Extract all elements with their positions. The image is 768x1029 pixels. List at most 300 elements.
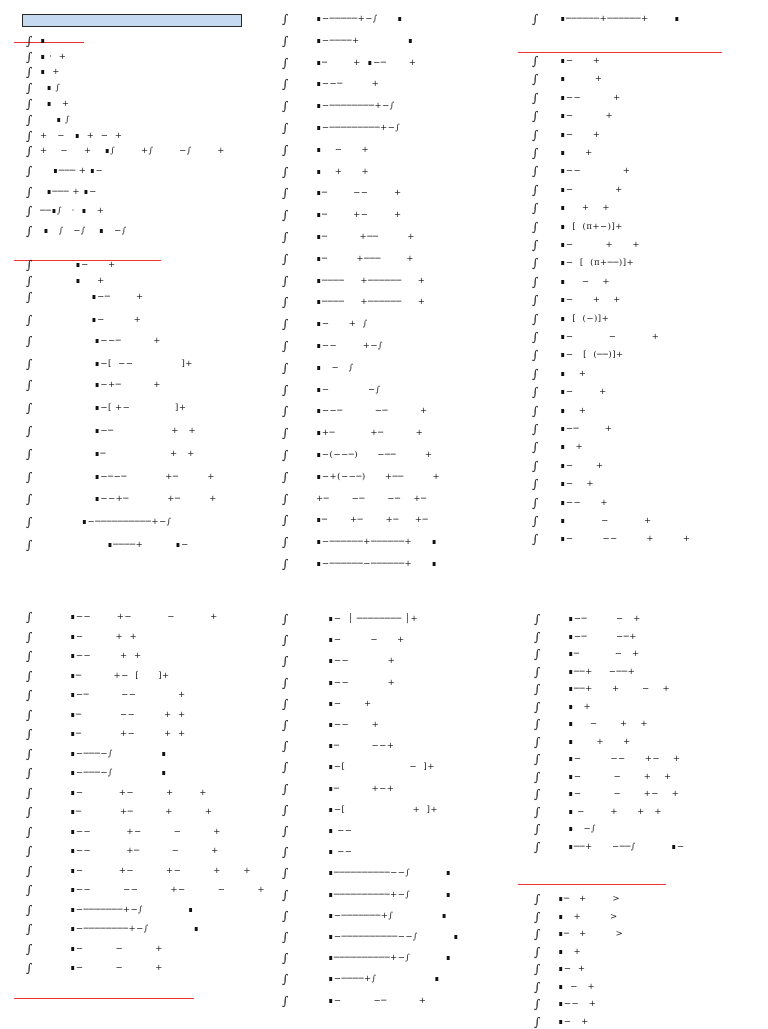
formula-body: ∎−────────+−∫ ∎ (70, 924, 200, 934)
integral-symbol: ∫ (282, 845, 289, 860)
formula-body: ∎ + (568, 701, 592, 712)
formula-body: ∎─ +─── + (316, 253, 415, 264)
formula-row (276, 274, 508, 288)
integral-symbol: ∫ (532, 514, 539, 528)
formula-row (528, 220, 768, 234)
formula-row (0, 97, 256, 111)
formula-body: ∎− −− + + (560, 534, 691, 545)
formula-row (528, 962, 768, 976)
formula-body: ∎− + (560, 111, 614, 122)
integral-symbol: ∫ (282, 993, 289, 1008)
formula-row (276, 208, 508, 222)
integral-symbol: ∫ (26, 922, 33, 936)
formula-body: ∎−──────────+−∫ (40, 517, 172, 527)
formula-body: ∎− −− +− + (568, 754, 681, 764)
formula-row (528, 997, 768, 1011)
formula-body: ∎ −∫ (568, 824, 597, 834)
formula-body: ∎−− +−∫ (316, 341, 383, 351)
formula-row (0, 538, 256, 552)
integral-symbol: ∫ (534, 629, 541, 644)
formula-row (0, 864, 256, 878)
formula-row (276, 492, 508, 506)
integral-symbol: ∫ (26, 204, 33, 218)
formula-row (0, 786, 256, 800)
formula-body: ∎ + (40, 99, 70, 109)
integral-symbol: ∫ (532, 256, 539, 271)
formula-row (276, 718, 508, 732)
integral-symbol: ∫ (534, 979, 541, 994)
formula-row (0, 34, 256, 48)
formula-row (528, 910, 768, 924)
formula-body: ∎−─────+−∫ ∎ (316, 14, 403, 24)
formula-row (0, 378, 256, 392)
formula-row (276, 866, 508, 880)
section-divider (518, 52, 722, 53)
formula-row (528, 385, 768, 399)
formula-body: ∎− [ (π+──)]+ (560, 258, 635, 269)
integral-symbol: ∫ (282, 208, 289, 223)
integral-symbol: ∫ (26, 863, 33, 878)
integral-symbol: ∫ (282, 633, 289, 648)
integral-symbol: ∫ (26, 144, 33, 158)
integral-symbol: ∫ (282, 142, 289, 157)
integral-symbol: ∫ (26, 727, 33, 741)
integral-symbol: ∫ (532, 458, 539, 473)
integral-symbol: ∫ (26, 97, 33, 111)
integral-symbol: ∫ (26, 164, 33, 178)
formula-body: ∎−−+─ +─ + (40, 494, 217, 504)
integral-symbol: ∫ (532, 54, 539, 68)
formula-body: ∎−──────────−−∫ ∎ (328, 932, 460, 942)
integral-symbol: ∫ (26, 844, 33, 858)
formula-body: ∎ ∫ (40, 83, 61, 93)
integral-symbol: ∫ (534, 909, 541, 924)
formula-body: ∎−───────+∫ ∎ (328, 910, 448, 921)
integral-symbol: ∫ (26, 538, 33, 552)
formula-body: ∎─ +─ + + (70, 807, 213, 817)
integral-symbol: ∫ (282, 448, 289, 462)
integral-symbol: ∫ (282, 164, 289, 179)
formula-row (0, 65, 256, 79)
formula-row (528, 532, 768, 546)
formula-body: ∎− −─ + (328, 995, 427, 1006)
integral-symbol: ∫ (532, 219, 539, 234)
formula-row (0, 688, 256, 702)
integral-symbol: ∫ (282, 317, 289, 332)
formula-row (528, 72, 768, 86)
integral-symbol: ∫ (282, 535, 289, 550)
formula-body: ∎− + (560, 184, 623, 195)
formula-body: ∎− + (328, 698, 372, 709)
integral-symbol: ∫ (26, 34, 33, 48)
formula-row (0, 961, 256, 975)
integral-symbol: ∫ (26, 378, 33, 392)
integral-symbol: ∫ (534, 717, 541, 731)
formula-body: ∎−─ + (40, 292, 144, 302)
formula-row (276, 121, 508, 135)
integral-symbol: ∫ (26, 649, 33, 663)
formula-body: ∎−─ + + (40, 426, 197, 436)
integral-symbol: ∫ (532, 348, 539, 363)
formula-body: ∎ + (40, 67, 60, 77)
formula-body: ∎─ + ∎−─ + (316, 57, 417, 68)
formula-body: ∎−[ + ]+ (328, 804, 439, 815)
formula-row (0, 825, 256, 839)
formula-body: ∎− + + (560, 240, 641, 250)
formula-row (0, 844, 256, 858)
formula-row (276, 739, 508, 753)
formula-row (0, 113, 256, 127)
integral-symbol: ∫ (282, 930, 289, 944)
integral-symbol: ∫ (282, 513, 289, 528)
integral-symbol: ∫ (532, 495, 539, 510)
formula-row (528, 770, 768, 784)
integral-symbol: ∫ (534, 752, 541, 766)
integral-symbol: ∫ (534, 734, 541, 749)
integral-symbol: ∫ (282, 12, 289, 26)
formula-body: ∎−− +− − + (70, 612, 218, 622)
integral-symbol: ∫ (282, 426, 289, 441)
formula-body: ∎−──────−──────+ ∎ (316, 559, 438, 569)
formula-row (276, 470, 508, 484)
formula-row (0, 492, 256, 506)
integral-symbol: ∫ (532, 532, 539, 547)
integral-symbol: ∫ (26, 805, 33, 819)
formula-row (276, 654, 508, 668)
formula-row (276, 252, 508, 266)
integral-symbol: ∫ (532, 164, 539, 179)
formula-body: ∎− [ (──)]+ (560, 350, 624, 361)
formula-body: ∎ + + (316, 166, 370, 177)
formula-body: ∎−[ − ]+ (328, 762, 435, 773)
formula-row (528, 840, 768, 854)
formula-row (276, 165, 508, 179)
integral-symbol: ∫ (282, 295, 289, 310)
formula-row (0, 424, 256, 438)
formula-body: ∎−− + (328, 677, 396, 688)
formula-body: ∎−−─ + (40, 336, 161, 346)
formula-body: ∎−− + (560, 92, 621, 103)
formula-body: ∎ − + (560, 276, 610, 287)
formula-body: ∎ − + + (568, 719, 649, 729)
formula-row (528, 422, 768, 436)
formula-row (0, 50, 256, 64)
formula-body: ∎─ +─ +─ +─ (316, 515, 429, 526)
integral-symbol: ∫ (532, 90, 539, 105)
formula-body: ∎−− + (558, 999, 597, 1009)
formula-body: ∎−−─ + (316, 79, 380, 90)
formula-body: ∎─ −− + + (70, 709, 186, 720)
formula-row (276, 557, 508, 571)
formula-row (0, 883, 265, 897)
formula-body: ∎ + (40, 276, 105, 286)
formula-body: ∎ + (558, 946, 582, 957)
formula-body: ∎ + (560, 74, 603, 85)
formula-body: ∎ + > (558, 911, 618, 922)
formula-row (276, 676, 508, 690)
formula-body: ∎─ + > (558, 929, 624, 939)
formula-row (0, 258, 256, 272)
integral-symbol: ∫ (532, 477, 539, 492)
formula-row (528, 201, 768, 215)
formula-body: ∎−− + (560, 166, 631, 177)
formula-body: ∎ + (560, 368, 587, 379)
integral-symbol: ∫ (282, 186, 289, 201)
formula-row (528, 514, 768, 528)
integral-symbol: ∫ (282, 469, 289, 484)
integral-symbol: ∫ (282, 824, 289, 838)
formula-row (0, 649, 256, 663)
formula-body: ∎−─ − + (568, 614, 641, 624)
formula-row (0, 274, 256, 288)
integral-symbol: ∫ (282, 382, 289, 397)
formula-body: ∎− + ∫ (316, 319, 368, 330)
header-bar (22, 14, 242, 27)
formula-body: ∎ (40, 36, 46, 46)
formula-body: ∎ − + (316, 144, 370, 155)
formula-row (276, 34, 508, 48)
formula-body: ∎−−─ −─ + (316, 406, 428, 417)
integral-symbol: ∫ (532, 127, 539, 142)
integral-symbol: ∫ (26, 470, 33, 484)
formula-row (528, 927, 768, 941)
integral-symbol: ∫ (26, 902, 33, 917)
formula-row (528, 612, 768, 626)
integral-symbol: ∫ (532, 274, 539, 289)
formula-row (528, 238, 768, 252)
formula-body: ∎−────────+−∫ (316, 101, 395, 112)
integral-symbol: ∫ (282, 718, 289, 732)
formula-body: ∎−− +− − + (70, 826, 221, 837)
formula-row (0, 185, 256, 199)
formula-body: ∎──+ −──+ (568, 666, 636, 677)
formula-row (528, 91, 768, 105)
integral-symbol: ∫ (26, 313, 33, 327)
formula-body: ∎− − + (70, 963, 163, 973)
formula-row (276, 295, 508, 309)
formula-body: ∎− + (560, 387, 607, 398)
integral-symbol: ∫ (282, 972, 289, 987)
integral-symbol: ∫ (26, 707, 33, 722)
formula-row (0, 515, 256, 529)
formula-body: ∎ + (560, 148, 593, 158)
formula-row (528, 12, 768, 26)
integral-symbol: ∫ (534, 804, 541, 819)
formula-row (528, 822, 768, 836)
formula-body: ∎−− −− +− − + (70, 885, 265, 895)
formula-body: ∎− + (560, 479, 594, 490)
formula-body: ∎− −∫ (316, 384, 381, 395)
integral-symbol: ∫ (26, 81, 33, 95)
formula-row (276, 612, 508, 626)
integral-symbol: ∫ (532, 385, 539, 400)
formula-row (276, 56, 508, 70)
integral-symbol: ∫ (26, 785, 33, 800)
integral-symbol: ∫ (534, 647, 541, 661)
integral-symbol: ∫ (282, 339, 289, 353)
integral-symbol: ∫ (26, 129, 33, 143)
integral-symbol: ∫ (282, 251, 289, 266)
formula-row (528, 440, 768, 454)
formula-body: ∎ ∫ (40, 115, 71, 125)
formula-body: ∎−+(−−─) +── + (316, 471, 441, 482)
formula-row (528, 496, 768, 510)
integral-symbol: ∫ (282, 654, 289, 669)
integral-symbol: ∫ (282, 802, 289, 817)
formula-row (528, 275, 768, 289)
formula-body: ──∎∫ · ∎ + (40, 206, 105, 216)
formula-body: + − ∎ + − + (40, 131, 123, 141)
formula-row (528, 980, 768, 994)
formula-body: ∎−─────────+−∫ (316, 123, 401, 133)
integral-symbol: ∫ (26, 65, 33, 79)
formula-row (0, 129, 256, 143)
formula-body: ∎ − ∫ (316, 362, 354, 373)
formula-row (276, 426, 508, 440)
formula-body: ∎−[ +− ]+ (40, 403, 187, 413)
formula-body: ∎──────+──────+ ∎ (560, 14, 681, 24)
integral-symbol: ∫ (26, 515, 33, 529)
formula-body: ∎─ −− + (316, 188, 402, 199)
integral-symbol: ∫ (534, 682, 541, 696)
formula-row (0, 224, 256, 238)
formula-row (528, 805, 768, 819)
integral-symbol: ∫ (282, 360, 289, 375)
formula-body: ∎────+ ∎− (40, 540, 189, 550)
formula-body: ∎─ +− + (316, 210, 402, 221)
formula-row (0, 313, 256, 327)
formula-row (528, 647, 768, 661)
formula-body: +─ −─ −─ +─ (316, 493, 427, 504)
formula-body: ∎−[ −− ]+ (40, 359, 193, 369)
integral-symbol: ∫ (282, 760, 289, 775)
formula-body: ∎─ +── + (316, 232, 415, 242)
formula-row (276, 888, 508, 902)
formula-body: ∎−────+∫ ∎ (328, 974, 441, 985)
integral-symbol: ∫ (282, 781, 289, 796)
integral-symbol: ∫ (282, 612, 289, 626)
integral-symbol: ∫ (534, 892, 541, 906)
integral-symbol: ∫ (282, 121, 289, 135)
formula-row (528, 735, 768, 749)
formula-row (0, 903, 256, 917)
integral-symbol: ∫ (26, 113, 33, 127)
formula-body: ∎ [ (π+−)]+ (560, 221, 623, 232)
formula-row (528, 293, 768, 307)
formula-body: ∎− + + (560, 295, 621, 306)
formula-body: ∎− + (558, 964, 586, 974)
formula-row (276, 994, 508, 1008)
formula-row (276, 824, 508, 838)
formula-row (276, 448, 508, 462)
section-divider (14, 998, 194, 999)
integral-symbol: ∫ (282, 33, 289, 48)
formula-row (528, 459, 768, 473)
formula-body: ∎─── + ∎− (40, 187, 97, 197)
integral-symbol: ∫ (534, 664, 541, 679)
formula-body: ∎−− + (560, 497, 608, 508)
formula-body: ∎−− + (328, 720, 380, 730)
integral-symbol: ∫ (282, 557, 289, 571)
formula-body: ∎− + + (70, 631, 138, 642)
formula-row (276, 339, 508, 353)
formula-body: ∎−───−∫ ∎ (70, 748, 167, 759)
integral-symbol: ∫ (532, 182, 539, 197)
formula-body: ∎− − + (70, 943, 163, 954)
formula-body: ∎ −− (328, 847, 353, 858)
formula-row (528, 128, 768, 142)
formula-row (276, 404, 508, 418)
integral-symbol: ∫ (26, 961, 33, 975)
formula-body: ∎─── + ∎− (40, 166, 104, 176)
integral-symbol: ∫ (532, 201, 539, 216)
integral-symbol: ∫ (532, 146, 539, 160)
integral-symbol: ∫ (282, 491, 289, 506)
integral-symbol: ∫ (282, 404, 289, 419)
formula-body: ∎− − + + (568, 771, 672, 782)
formula-body: ∎ + (560, 442, 584, 453)
formula-row (528, 404, 768, 418)
integral-symbol: ∫ (532, 422, 539, 436)
formula-row (528, 348, 768, 362)
formula-row (0, 630, 256, 644)
formula-row (528, 892, 768, 906)
formula-row (276, 77, 508, 91)
integral-symbol: ∫ (534, 769, 541, 784)
formula-body: ∎──────────+−∫ ∎ (328, 889, 452, 900)
formula-row (528, 146, 768, 160)
formula-body: + − + ∎∫ +∫ −∫ + (40, 146, 225, 156)
integral-symbol: ∫ (26, 941, 33, 956)
integral-symbol: ∫ (26, 746, 33, 761)
integral-symbol: ∫ (26, 224, 33, 238)
integral-symbol: ∫ (26, 883, 33, 897)
integral-symbol: ∫ (26, 688, 33, 702)
formula-body: ∎─ −−+ (328, 741, 395, 752)
integral-symbol: ∫ (532, 311, 539, 326)
integral-symbol: ∫ (26, 185, 33, 199)
integral-symbol: ∫ (534, 839, 541, 854)
integral-symbol: ∫ (26, 668, 33, 683)
integral-symbol: ∫ (26, 334, 33, 348)
formula-row (528, 164, 768, 178)
integral-symbol: ∫ (532, 109, 539, 124)
formula-row (528, 1015, 768, 1029)
integral-symbol: ∫ (26, 290, 33, 304)
formula-body: ∎−+─ + (40, 380, 161, 390)
formula-body: ∎──── +────── + (316, 297, 426, 308)
formula-row (528, 367, 768, 381)
formula-row (528, 54, 768, 68)
integral-symbol: ∫ (282, 273, 289, 288)
formula-body: ∎−− + (328, 656, 396, 667)
integral-symbol: ∫ (282, 696, 289, 711)
formula-row (276, 143, 508, 157)
integral-symbol: ∫ (534, 997, 541, 1011)
formula-row (528, 682, 768, 696)
formula-row (276, 951, 508, 965)
integral-symbol: ∫ (26, 629, 33, 644)
integral-symbol: ∫ (532, 293, 539, 308)
formula-body: ∎− +− +− + + (70, 865, 251, 876)
formula-row (0, 669, 256, 683)
formula-body: ∎− + (40, 315, 142, 325)
integral-symbol: ∫ (532, 12, 539, 26)
formula-row (528, 109, 768, 123)
integral-symbol: ∫ (26, 357, 33, 371)
formula-row (0, 334, 256, 348)
formula-body: ∎− − + (328, 635, 405, 646)
